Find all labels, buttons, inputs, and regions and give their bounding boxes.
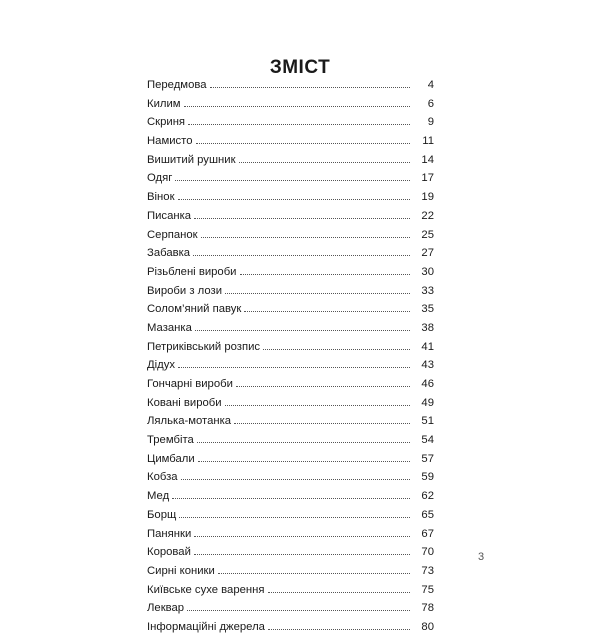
toc-entry-title: Гончарні вироби — [147, 378, 233, 390]
toc-entry — [147, 263, 434, 282]
toc-entry-page: 9 — [427, 116, 434, 129]
dot-leader — [195, 330, 410, 331]
toc-entry — [147, 244, 434, 263]
toc-entry-page: 46 — [421, 378, 434, 390]
toc-entry-page: 41 — [421, 340, 434, 353]
dot-leader — [225, 293, 410, 294]
toc-entry — [147, 375, 434, 394]
toc-entry — [147, 188, 434, 207]
toc-entry-page: 17 — [421, 172, 434, 185]
toc-entry-page: 57 — [421, 452, 434, 465]
toc-entry-page: 11 — [422, 135, 434, 148]
dot-leader — [236, 386, 410, 387]
toc-entry-page: 25 — [421, 228, 434, 241]
toc-entry — [147, 132, 434, 151]
dot-leader — [175, 180, 410, 181]
dot-leader — [225, 405, 410, 406]
toc-entry — [147, 543, 434, 562]
dot-leader — [194, 218, 410, 219]
toc-entry — [147, 412, 434, 431]
toc-entry — [147, 151, 434, 170]
toc-entry-page: 14 — [421, 153, 434, 166]
toc-entry-title: Вишитий рушник — [147, 153, 236, 166]
toc-entry — [147, 300, 434, 319]
toc-entry-page: 38 — [421, 321, 434, 334]
dot-leader — [268, 592, 411, 593]
toc-entry-title: Солом’яний павук — [147, 303, 242, 316]
dot-leader — [172, 498, 410, 499]
toc-entry-title: Ковані вироби — [147, 396, 222, 409]
dot-leader — [193, 255, 410, 256]
dot-leader — [234, 423, 410, 424]
toc-entry-title: Скриня — [147, 116, 186, 129]
toc-entry-page: 43 — [421, 359, 434, 372]
toc-entry — [147, 338, 434, 357]
table-of-contents — [147, 76, 434, 637]
toc-entry-page: 67 — [421, 527, 434, 540]
toc-entry-title: Килим — [147, 97, 181, 110]
toc-entry-page: 4 — [427, 79, 434, 91]
toc-entry-page: 65 — [421, 508, 434, 521]
toc-entry-title: Коровай — [147, 546, 191, 559]
dot-leader — [194, 554, 410, 555]
dot-leader — [181, 479, 410, 480]
toc-entry-title: Вінок — [147, 191, 175, 204]
dot-leader — [239, 162, 410, 163]
toc-entry — [147, 618, 434, 637]
toc-entry — [147, 525, 434, 544]
toc-entry-page: 59 — [421, 471, 434, 484]
toc-entry-page: 35 — [421, 303, 434, 316]
dot-leader — [196, 143, 411, 144]
toc-entry — [147, 226, 434, 245]
toc-entry-page: 6 — [427, 97, 434, 110]
toc-entry-page: 62 — [421, 490, 434, 503]
toc-entry-page: 70 — [421, 546, 434, 559]
toc-entry-title: Різьблені вироби — [147, 265, 237, 278]
dot-leader — [218, 573, 410, 574]
toc-entry-title: Інформаційні джерела — [147, 620, 265, 633]
toc-entry — [147, 394, 434, 413]
toc-entry-title: Одяг — [147, 172, 173, 185]
toc-entry — [147, 562, 434, 581]
dot-leader — [197, 442, 410, 443]
toc-entry — [147, 599, 434, 618]
toc-entry — [147, 95, 434, 114]
toc-entry — [147, 319, 434, 338]
toc-entry-title: Дідух — [147, 359, 176, 372]
dot-leader — [178, 367, 410, 368]
toc-entry — [147, 169, 434, 188]
dot-leader — [187, 610, 410, 611]
dot-leader — [188, 124, 410, 125]
toc-entry-title: Намисто — [147, 135, 193, 148]
toc-entry — [147, 282, 434, 301]
toc-entry-title: Мед — [147, 490, 170, 503]
toc-entry-title: Цимбали — [147, 452, 195, 465]
dot-leader — [201, 237, 410, 238]
toc-entry-title: Борщ — [147, 508, 177, 521]
toc-entry-title: Вироби з лози — [147, 284, 223, 297]
page-title: ЗМІСТ — [269, 56, 331, 78]
toc-entry-page: 30 — [421, 265, 434, 278]
toc-entry-title: Писанка — [147, 209, 192, 222]
dot-leader — [178, 199, 410, 200]
toc-entry-page: 73 — [421, 564, 434, 577]
toc-entry-title: Панянки — [147, 527, 192, 540]
toc-entry-title: Київське сухе варення — [147, 583, 265, 596]
toc-entry — [147, 468, 434, 487]
toc-entry — [147, 450, 434, 469]
toc-entry-title: Лялька-мотанка — [147, 415, 232, 428]
dot-leader — [198, 461, 410, 462]
toc-entry-page: 54 — [421, 434, 434, 447]
toc-entry — [147, 581, 434, 600]
toc-entry-page: 27 — [421, 247, 434, 260]
toc-entry-page: 22 — [421, 209, 434, 222]
toc-entry-title: Леквар — [147, 602, 185, 615]
dot-leader — [179, 517, 410, 518]
toc-entry-title: Мазанка — [147, 321, 192, 334]
toc-entry-page: 78 — [421, 602, 434, 615]
toc-entry — [147, 506, 434, 525]
toc-entry — [147, 113, 434, 132]
toc-entry-title: Кобза — [147, 471, 178, 484]
toc-entry-page: 80 — [421, 620, 434, 633]
toc-entry-page: 75 — [421, 583, 434, 596]
toc-entry — [147, 356, 434, 375]
dot-leader — [240, 274, 411, 275]
toc-entry — [147, 487, 434, 506]
toc-entry-page: 49 — [421, 396, 434, 409]
toc-entry — [147, 76, 434, 95]
page-number: 3 — [478, 551, 485, 563]
toc-entry-title: Забавка — [147, 247, 191, 260]
toc-entry-page: 51 — [421, 415, 434, 428]
toc-entry-title: Передмова — [147, 79, 207, 91]
toc-entry-title: Трембіта — [147, 434, 194, 447]
dot-leader — [263, 349, 410, 350]
toc-entry-title: Серпанок — [147, 228, 198, 241]
dot-leader — [184, 106, 410, 107]
toc-entry — [147, 207, 434, 226]
dot-leader — [268, 629, 410, 630]
toc-entry — [147, 431, 434, 450]
dot-leader — [194, 536, 410, 537]
toc-entry-page: 19 — [421, 191, 434, 204]
dot-leader — [210, 87, 410, 88]
toc-entry-title: Петриківський розпис — [147, 340, 261, 353]
dot-leader — [244, 311, 410, 312]
toc-entry-title: Сирні коники — [147, 564, 215, 577]
toc-entry-page: 33 — [421, 284, 434, 297]
